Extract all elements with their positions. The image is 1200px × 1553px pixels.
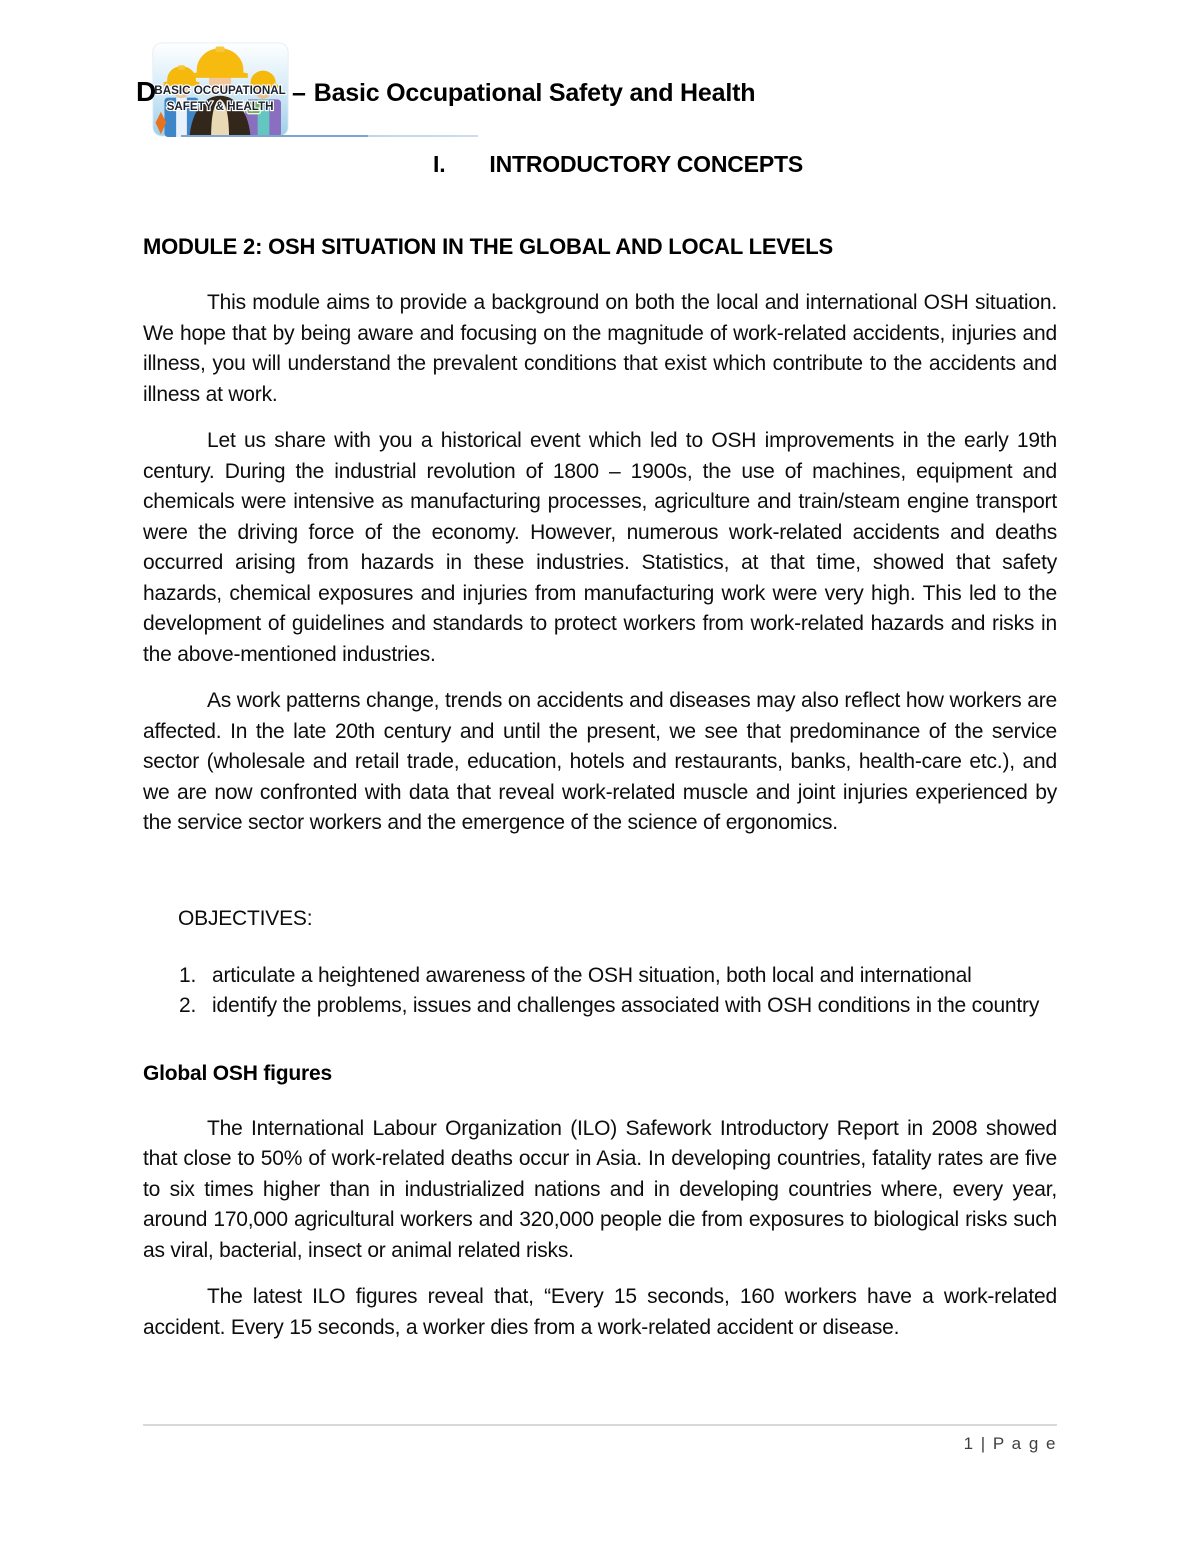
page-number: 1 | P a g e [963,1434,1057,1453]
global-figures-paragraph-1: The International Labour Organization (ILO) Safework Introductory Report in 2008 showed that close to 50% of work-related deaths occur in Asia. In developing countries, fatality rates are five to six times higher than in industrialized nations and in developing countries where, every year, around 170,000 agricultural workers and 320,000 people die from exposures to biological risks such as viral, bacterial, insect or animal related risks. [143,1116,1057,1262]
header-prefix-letter: D [136,76,157,107]
title-dash: – [292,79,306,107]
global-figures-paragraph-2: The latest ILO figures reveal that, “Every 15 seconds, 160 workers have a work-related accident. Every 15 seconds, a worker dies from a work-related accident or disease. [143,1285,1057,1339]
global-osh-figures-heading: Global OSH figures [143,1061,332,1085]
list-item [143,991,1057,1022]
safety-workers-illustration [148,42,293,137]
header-underline [181,135,478,137]
document-title-row [292,79,755,108]
intro-paragraph-2: Let us share with you a historical event which led to OSH improvements in the early 19th century. During the industrial revolution of 1800 – 1900s, the use of machines, equipment and chemicals were intensive as manufacturing processes, agriculture and train/steam engine transport were the driving force of the economy. However, numerous work-related accidents and deaths occurred arising from hazards in these industries. Statistics, at that time, showed that safety hazards, chemical exposures and injuries from manufacturing work were very high. This led to the development of guidelines and standards to protect workers from work-related hazards and risks in the above-mentioned industries. [143,429,1057,666]
list-item-text: articulate a heightened awareness of the OSH situation, both local and international [212,963,972,987]
objectives-heading: OBJECTIVES: [178,906,313,930]
intro-paragraph-1: This module aims to provide a background on both the local and international OSH situation. We hope that by being aware and focusing on the magnitude of work-related accidents, injuries and illness, you will understand the prevalent conditions that exist which contribute to the accidents and illness at work. [143,291,1057,406]
intro-paragraph-3: As work patterns change, trends on accidents and diseases may also reflect how workers are affected. In the late 20th century and until the present, we see that predominance of the service sector (wholesale and retail trade, education, hotels and restaurants, banks, health-care etc.), and we are now confronted with data that reveal work-related muscle and joint injuries experienced by the service sector workers and the emergence of the science of ergonomics. [143,689,1057,834]
bosh-logo [148,42,293,137]
objectives-list [143,961,1057,1022]
module-title: MODULE 2: OSH SITUATION IN THE GLOBAL AND LOCAL LEVELS [143,234,833,259]
section-heading [433,151,1057,178]
document-title: Basic Occupational Safety and Health [313,79,756,107]
list-item-number: 2. [179,994,197,1017]
document-header [136,0,1057,147]
logo-text-line2: SAFETY & HEALTH [166,100,274,114]
logo-text-line1: BASIC OCCUPATIONAL [154,83,286,97]
list-item [143,961,1057,992]
section-title: INTRODUCTORY CONCEPTS [489,151,803,177]
list-item-text: identify the problems, issues and challenges associated with OSH conditions in the country [212,994,1040,1017]
list-item-number: 1. [179,963,197,987]
footer-divider [143,1424,1057,1426]
section-number: I. [433,151,446,177]
